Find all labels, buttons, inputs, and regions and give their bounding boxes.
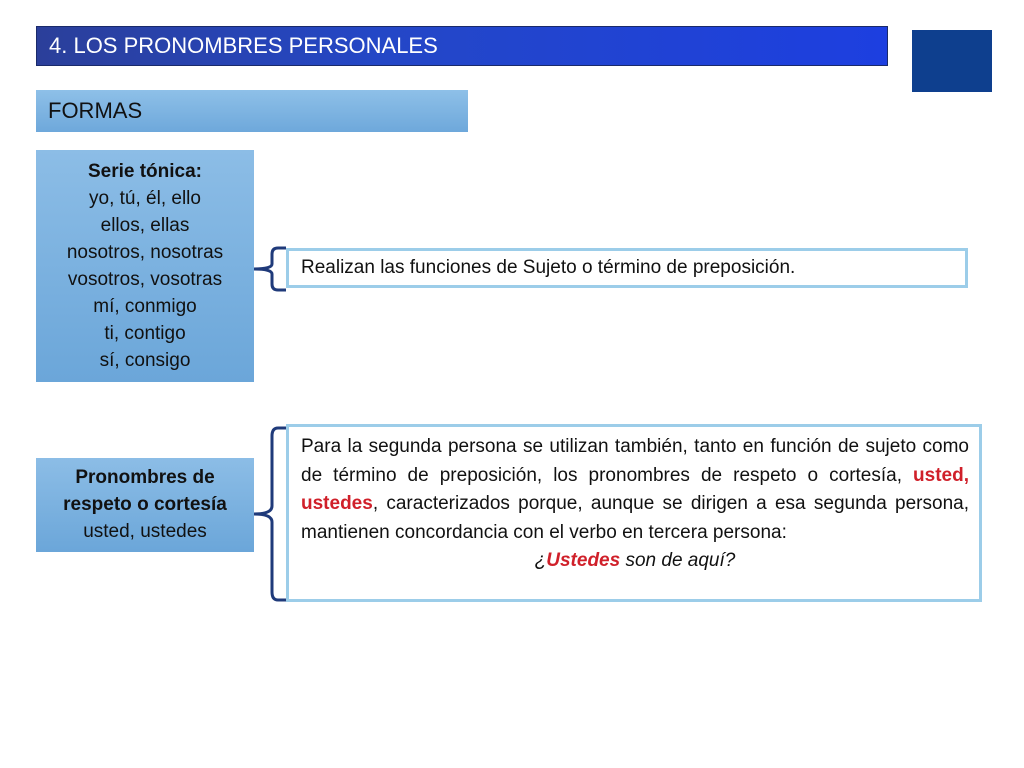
serie-line: sí, consigo (99, 350, 191, 371)
cortesia-text-box (286, 424, 982, 602)
serie-line: yo, tú, él, ello (89, 188, 201, 209)
example-highlight: Ustedes (546, 550, 621, 571)
cortesia-text-after: , caracterizados porque, aunque se dirigen a esa segunda persona, mantienen concordancia con el verbo en tercera persona: (301, 493, 969, 543)
example-rest: son de aquí? (620, 550, 736, 571)
function-text-box (286, 248, 968, 288)
respeto-forms: usted, ustedes (83, 521, 207, 542)
corner-square-decoration (912, 30, 992, 92)
function-text: Realizan las funciones de Sujeto o término de preposición. (301, 257, 796, 278)
cortesia-text-before: Para la segunda persona se utilizan también, tanto en función de sujeto como de término de preposición, los pronombres de respeto o cortesía, (301, 436, 969, 486)
brace-respeto-icon (252, 426, 288, 602)
serie-tonica-heading: Serie tónica: (87, 161, 203, 182)
serie-line: vosotros, vosotras (67, 269, 223, 290)
serie-line: ellos, ellas (100, 215, 190, 236)
cortesia-example (301, 547, 969, 576)
serie-line: mí, conmigo (93, 296, 197, 317)
example-open: ¿ (534, 550, 547, 571)
serie-line: nosotros, nosotras (66, 242, 224, 263)
section-title: FORMAS (36, 90, 468, 132)
cortesia-paragraph (301, 433, 969, 547)
serie-line: ti, contigo (104, 323, 186, 344)
respeto-box (36, 458, 254, 552)
respeto-heading-line1: Pronombres de (75, 467, 215, 488)
respeto-heading-line2: respeto o cortesía (63, 494, 227, 515)
slide-title: 4. LOS PRONOMBRES PERSONALES (36, 26, 888, 66)
serie-tonica-box (36, 150, 254, 382)
brace-serie-icon (252, 246, 288, 292)
cortesia-highlight: usted, ustedes (301, 464, 969, 514)
